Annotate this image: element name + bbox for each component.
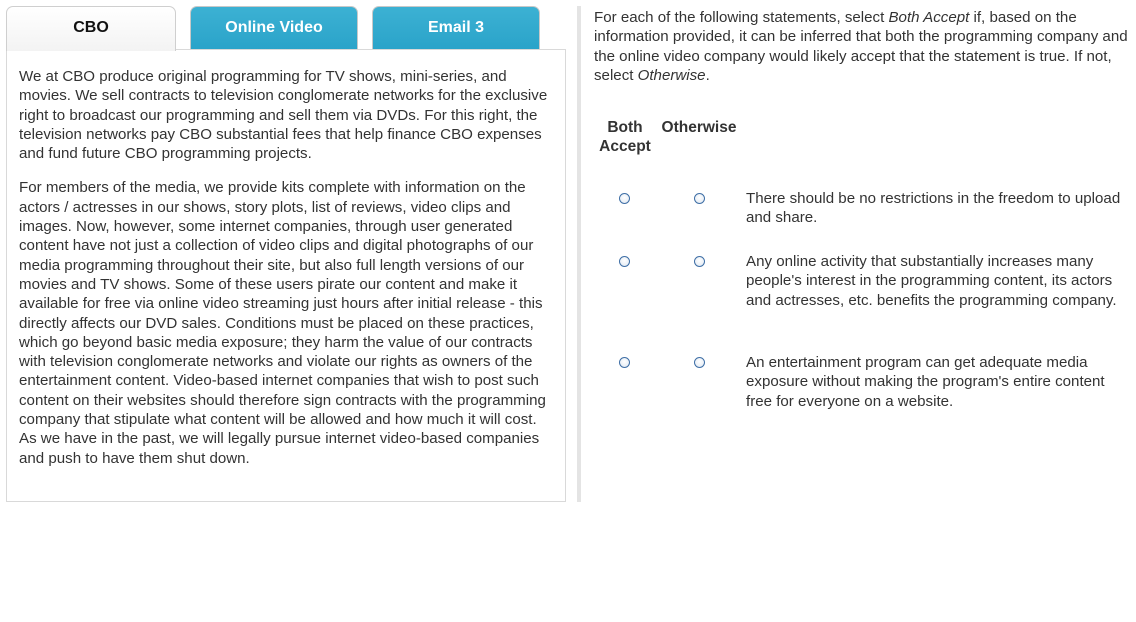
column-header-line: Both <box>607 119 643 136</box>
column-header-line: Accept <box>599 138 651 155</box>
passage-paragraph: We at CBO produce original programming for TV shows, mini-series, and movies. We sell contracts to television conglomerate networks for the exclusive right to broadcast our programming and sell them via DVDs. For this right, the television networks pay CBO substantial fees that help finance CBO expenses and fund future CBO programming projects. <box>19 68 548 163</box>
tab-cbo[interactable]: CBO <box>6 6 176 51</box>
source-pane <box>6 6 566 502</box>
column-header-both-accept <box>594 118 656 156</box>
radio-both-accept[interactable] <box>619 357 630 368</box>
instructions-text: For each of the following statements, select <box>594 9 889 26</box>
option-otherwise-text: Otherwise <box>637 66 706 84</box>
statement-text: There should be no restrictions in the freedom to upload and share. <box>746 190 1121 227</box>
pane-divider[interactable] <box>577 6 581 502</box>
question-pane <box>594 8 1130 410</box>
column-header-otherwise: Otherwise <box>661 119 737 136</box>
radio-both-accept[interactable] <box>619 193 630 204</box>
radio-both-accept[interactable] <box>619 256 630 267</box>
instructions-text: . <box>705 66 710 84</box>
source-tabs <box>6 6 566 50</box>
tab-email-3[interactable]: Email 3 <box>372 6 540 50</box>
source-passage <box>6 49 566 502</box>
statement-text: Any online activity that substantially increases many people's interest in the programming content, its actors and actresses, etc. benefits the programming company. <box>746 253 1117 309</box>
option-both-accept-text: Both Accept <box>888 9 970 26</box>
radio-otherwise[interactable] <box>694 193 705 204</box>
instructions-text: if, based on the information provided, it can be inferred that both the programming company and the online video company would likely accept that the statement is true. If not, select <box>594 9 1128 84</box>
question-instructions <box>594 8 1130 85</box>
tab-online-video[interactable]: Online Video <box>190 6 358 50</box>
radio-otherwise[interactable] <box>694 256 705 267</box>
statement-text: An entertainment program can get adequate media exposure without making the program's entire content free for everyone on a website. <box>746 354 1105 410</box>
passage-paragraph: For members of the media, we provide kits complete with information on the actors / actresses in our shows, story plots, list of reviews, video clips and images. Now, however, some internet companies, through user generated content have not just a collection of video clips and digital photographs of our media programming throughout their site, but also full length versions of our movies and TV shows. Some of these users pirate our content and make it available for free via online video streaming just hours after initial release - this directly affects our DVD sales. Conditions must be placed on these practices, which go beyond basic media exposure; they harm the value of our contracts with television conglomerate networks and violate our rights as owners of the entertainment content. Video-based internet companies that wish to post such content on their websites should therefore sign contracts with the programming company that stipulate what content will be allowed and how much it will cost. As we have in the past, we will legally pursue internet video-based companies and push to have them shut down. <box>19 179 546 467</box>
radio-otherwise[interactable] <box>694 357 705 368</box>
